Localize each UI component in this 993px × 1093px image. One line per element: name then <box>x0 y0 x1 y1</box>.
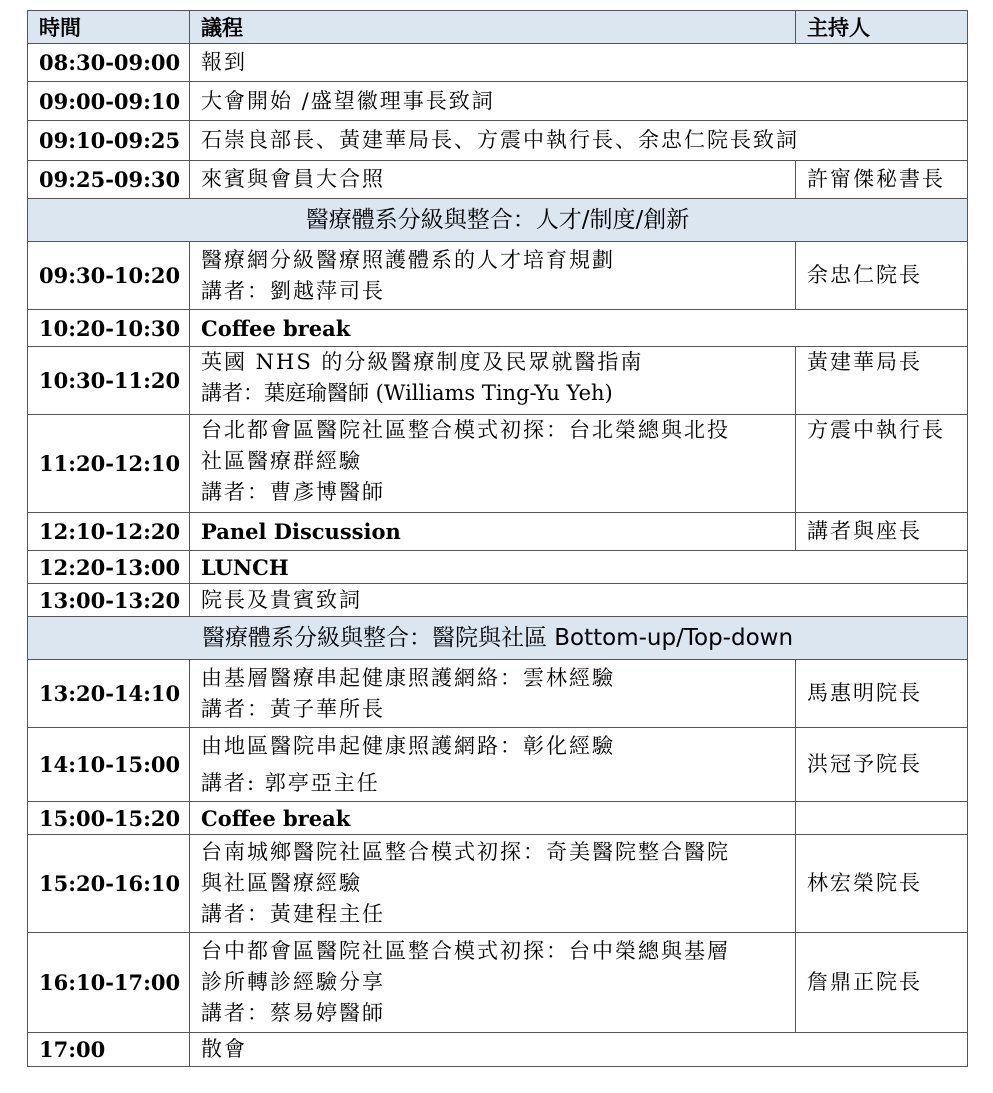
table-row <box>28 660 968 728</box>
host-cell <box>796 513 968 551</box>
agenda-line: 由地區醫院串起健康照護網路：彰化經驗 <box>201 733 615 758</box>
agenda-line: 社區醫療群經驗 <box>201 449 362 473</box>
table-row <box>28 584 968 617</box>
agenda-cell <box>190 551 968 584</box>
host-cell <box>796 728 968 802</box>
time-cell: 09:30-10:20 <box>28 242 190 310</box>
agenda-cell <box>190 660 796 728</box>
host-name: 許甯傑秘書長 <box>807 167 945 191</box>
agenda-line: 英國 NHS 的分級醫療制度及民眾就醫指南 <box>201 350 644 374</box>
host-name: 講者與座長 <box>807 519 922 543</box>
agenda-line: 診所轉診經驗分享 <box>201 970 385 994</box>
table-row <box>28 1033 968 1067</box>
header-agenda: 議程 <box>190 11 796 44</box>
host-name: 林宏榮院長 <box>807 871 922 895</box>
time-cell: 13:00-13:20 <box>28 584 190 617</box>
table-row <box>28 933 968 1033</box>
agenda-speaker: 講者：黃建程主任 <box>201 902 385 926</box>
table-row <box>28 835 968 933</box>
table-row <box>28 415 968 513</box>
agenda-speaker: 講者：葉庭瑜醫師 (Williams Ting-Yu Yeh) <box>201 381 613 405</box>
table-row <box>28 82 968 121</box>
agenda-speaker: 講者：黃子華所長 <box>201 696 385 721</box>
section-title: 醫療體系分級與整合：人才/制度/創新 <box>28 199 968 242</box>
agenda-line: 台中都會區醫院社區整合模式初探：台中榮總與基層 <box>201 939 730 963</box>
time-cell: 15:00-15:20 <box>28 802 190 835</box>
time-cell: 15:20-16:10 <box>28 835 190 933</box>
agenda-line: Coffee break <box>201 805 351 831</box>
agenda-cell <box>190 835 796 933</box>
table-row <box>28 44 968 82</box>
time-cell: 09:10-09:25 <box>28 121 190 161</box>
time-cell: 11:20-12:10 <box>28 415 190 513</box>
time-cell: 08:30-09:00 <box>28 44 190 82</box>
agenda-line: 由基層醫療串起健康照護網絡：雲林經驗 <box>201 665 615 690</box>
table-row <box>28 242 968 310</box>
time-cell: 09:00-09:10 <box>28 82 190 121</box>
agenda-cell <box>190 513 796 551</box>
host-name: 黃建華局長 <box>807 350 922 374</box>
time-cell: 09:25-09:30 <box>28 161 190 199</box>
agenda-cell <box>190 347 796 415</box>
time-cell: 12:20-13:00 <box>28 551 190 584</box>
agenda-cell <box>190 415 796 513</box>
agenda-line: 散會 <box>201 1037 247 1061</box>
agenda-line: 院長及貴賓致詞 <box>201 587 362 612</box>
host-cell <box>796 802 968 835</box>
agenda-cell <box>190 82 968 121</box>
time-cell: 10:30-11:20 <box>28 347 190 415</box>
host-cell <box>796 347 968 415</box>
agenda-cell <box>190 802 796 835</box>
agenda-table <box>27 10 968 1067</box>
table-row <box>28 513 968 551</box>
agenda-cell <box>190 310 968 347</box>
agenda-cell <box>190 584 968 617</box>
agenda-line: 來賓與會員大合照 <box>201 167 385 191</box>
agenda-cell <box>190 933 796 1033</box>
time-cell: 14:10-15:00 <box>28 728 190 802</box>
host-cell <box>796 161 968 199</box>
table-row <box>28 347 968 415</box>
agenda-cell <box>190 121 968 161</box>
host-cell <box>796 415 968 513</box>
agenda-line: 台北都會區醫院社區整合模式初探：台北榮總與北投 <box>201 418 730 442</box>
section-row <box>28 199 968 242</box>
header-host: 主持人 <box>796 11 968 44</box>
host-name: 詹鼎正院長 <box>807 970 922 994</box>
table-row <box>28 161 968 199</box>
header-time: 時間 <box>28 11 190 44</box>
time-cell: 16:10-17:00 <box>28 933 190 1033</box>
host-name: 馬惠明院長 <box>807 681 922 705</box>
agenda-line: Coffee break <box>201 315 351 341</box>
header-row <box>28 11 968 44</box>
agenda-line: Panel Discussion <box>201 519 401 544</box>
agenda-speaker: 講者：蔡易婷醫師 <box>201 1001 385 1025</box>
host-name: 方震中執行長 <box>807 418 945 442</box>
agenda-cell <box>190 44 968 82</box>
agenda-line: 石崇良部長、黃建華局長、方震中執行長、余忠仁院長致詞 <box>201 128 799 152</box>
agenda-line: LUNCH <box>201 554 289 580</box>
time-cell: 13:20-14:10 <box>28 660 190 728</box>
section-title: 醫療體系分級與整合：醫院與社區 Bottom-up/Top-down <box>28 617 968 660</box>
host-name: 余忠仁院長 <box>807 263 922 287</box>
table-row <box>28 310 968 347</box>
table-row <box>28 551 968 584</box>
section-row <box>28 617 968 660</box>
agenda-cell <box>190 728 796 802</box>
host-name: 洪冠予院長 <box>807 752 922 776</box>
table-row <box>28 802 968 835</box>
host-cell <box>796 660 968 728</box>
time-cell: 12:10-12:20 <box>28 513 190 551</box>
host-cell <box>796 242 968 310</box>
agenda-cell <box>190 161 796 199</box>
time-cell: 17:00 <box>28 1033 190 1067</box>
host-cell <box>796 933 968 1033</box>
table-row <box>28 728 968 802</box>
agenda-speaker: 講者：曹彥博醫師 <box>201 480 385 504</box>
agenda-speaker: 講者: 郭亭亞主任 <box>201 770 380 795</box>
agenda-line: 報到 <box>201 50 247 74</box>
agenda-line: 醫療網分級醫療照護體系的人才培育規劃 <box>201 247 615 272</box>
agenda-line: 與社區醫療經驗 <box>201 871 362 895</box>
agenda-line: 大會開始 /盛望徽理事長致詞 <box>201 88 495 113</box>
host-cell <box>796 835 968 933</box>
agenda-line: 台南城鄉醫院社區整合模式初探：奇美醫院整合醫院 <box>201 840 730 864</box>
table-row <box>28 121 968 161</box>
time-cell: 10:20-10:30 <box>28 310 190 347</box>
agenda-cell <box>190 242 796 310</box>
agenda-cell <box>190 1033 968 1067</box>
agenda-speaker: 講者：劉越萍司長 <box>201 278 385 303</box>
